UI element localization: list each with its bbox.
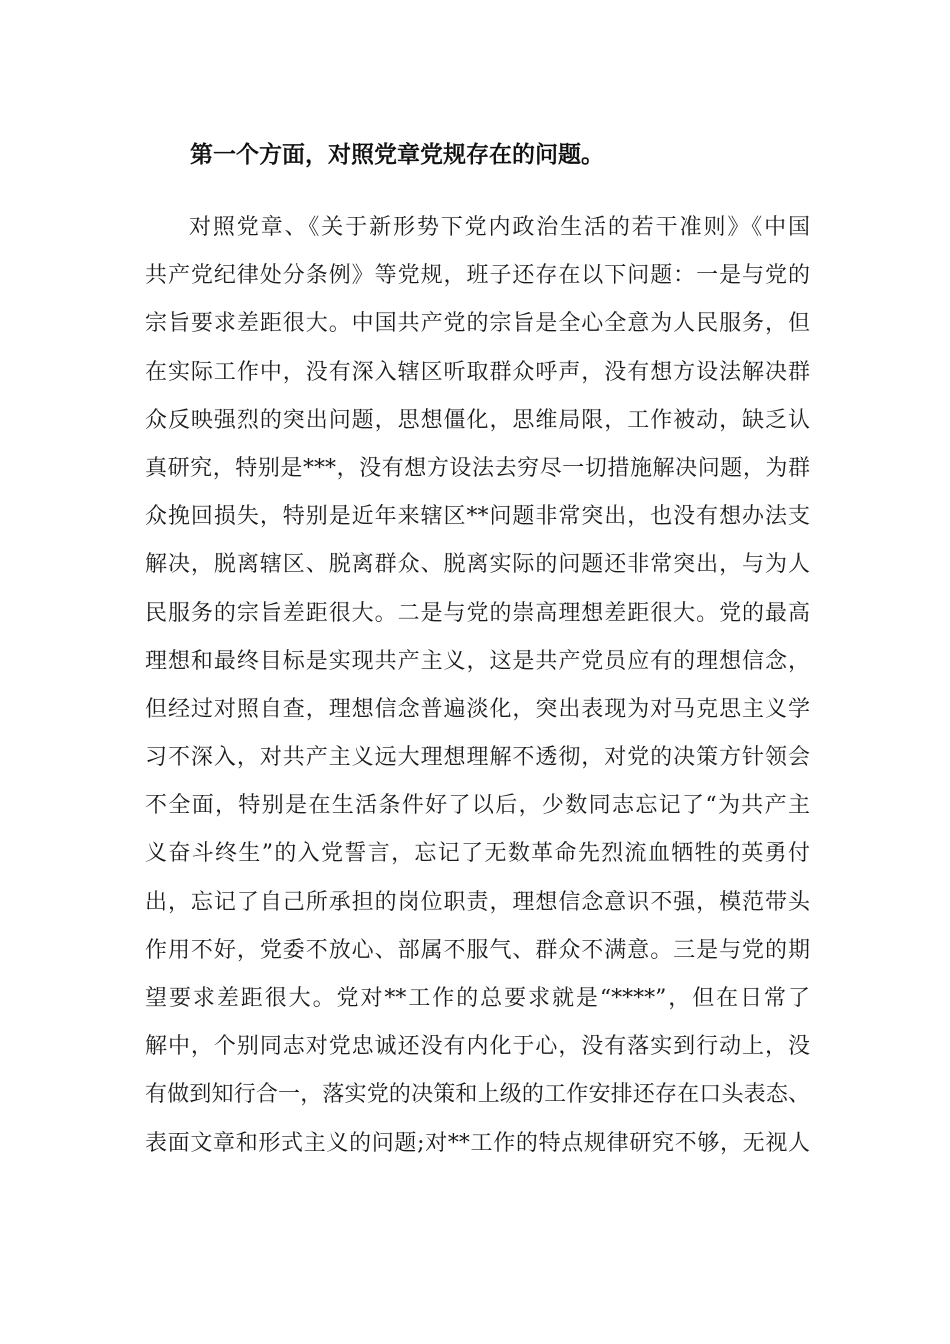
paragraph-line: 作用不好，党委不放心、部属不服气、群众不满意。三是与党的期 (145, 937, 810, 963)
paragraph-line: 众反映强烈的突出问题，思想僵化，思维局限，工作被动，缺乏认 (145, 407, 810, 433)
paragraph-line: 义奋斗终生”的入党誓言，忘记了无数革命先烈流血牺牲的英勇付 (145, 841, 810, 867)
paragraph-line: 习不深入，对共产主义远大理想理解不透彻，对党的决策方针领会 (145, 745, 810, 771)
body-paragraph (145, 204, 810, 1168)
section-heading: 第一个方面，对照党章党规存在的问题。 (190, 142, 604, 168)
paragraph-line: 在实际工作中，没有深入辖区听取群众呼声，没有想方设法解决群 (145, 359, 810, 385)
paragraph-line: 众挽回损失，特别是近年来辖区**问题非常突出，也没有想办法支 (145, 504, 810, 530)
paragraph-line: 但经过对照自查，理想信念普遍淡化，突出表现为对马克思主义学 (145, 696, 810, 722)
paragraph-line: 有做到知行合一，落实党的决策和上级的工作安排还存在口头表态、 (145, 1082, 810, 1108)
paragraph-line: 不全面，特别是在生活条件好了以后，少数同志忘记了“为共产主 (145, 793, 810, 819)
paragraph-line: 解中，个别同志对党忠诚还没有内化于心，没有落实到行动上，没 (145, 1034, 810, 1060)
paragraph-line: 理想和最终目标是实现共产主义，这是共产党员应有的理想信念， (145, 648, 810, 674)
paragraph-line: 民服务的宗旨差距很大。二是与党的崇高理想差距很大。党的最高 (145, 600, 810, 626)
paragraph-line: 望要求差距很大。党对**工作的总要求就是“****”，但在日常了 (145, 986, 810, 1011)
paragraph-line: 表面文章和形式主义的问题;对**工作的特点规律研究不够，无视人 (145, 1130, 810, 1156)
paragraph-line: 解决，脱离辖区、脱离群众、脱离实际的问题还非常突出，与为人 (145, 552, 810, 578)
paragraph-line: 真研究，特别是***，没有想方设法去穷尽一切措施解决问题，为群 (145, 455, 810, 481)
paragraph-line: 共产党纪律处分条例》等党规，班子还存在以下问题：一是与党的 (145, 263, 810, 289)
paragraph-line: 对照党章、《关于新形势下党内政治生活的若干准则》《中国 (189, 215, 810, 240)
paragraph-line: 出，忘记了自己所承担的岗位职责，理想信念意识不强，模范带头 (145, 889, 810, 915)
paragraph-line: 宗旨要求差距很大。中国共产党的宗旨是全心全意为人民服务，但 (145, 311, 810, 337)
